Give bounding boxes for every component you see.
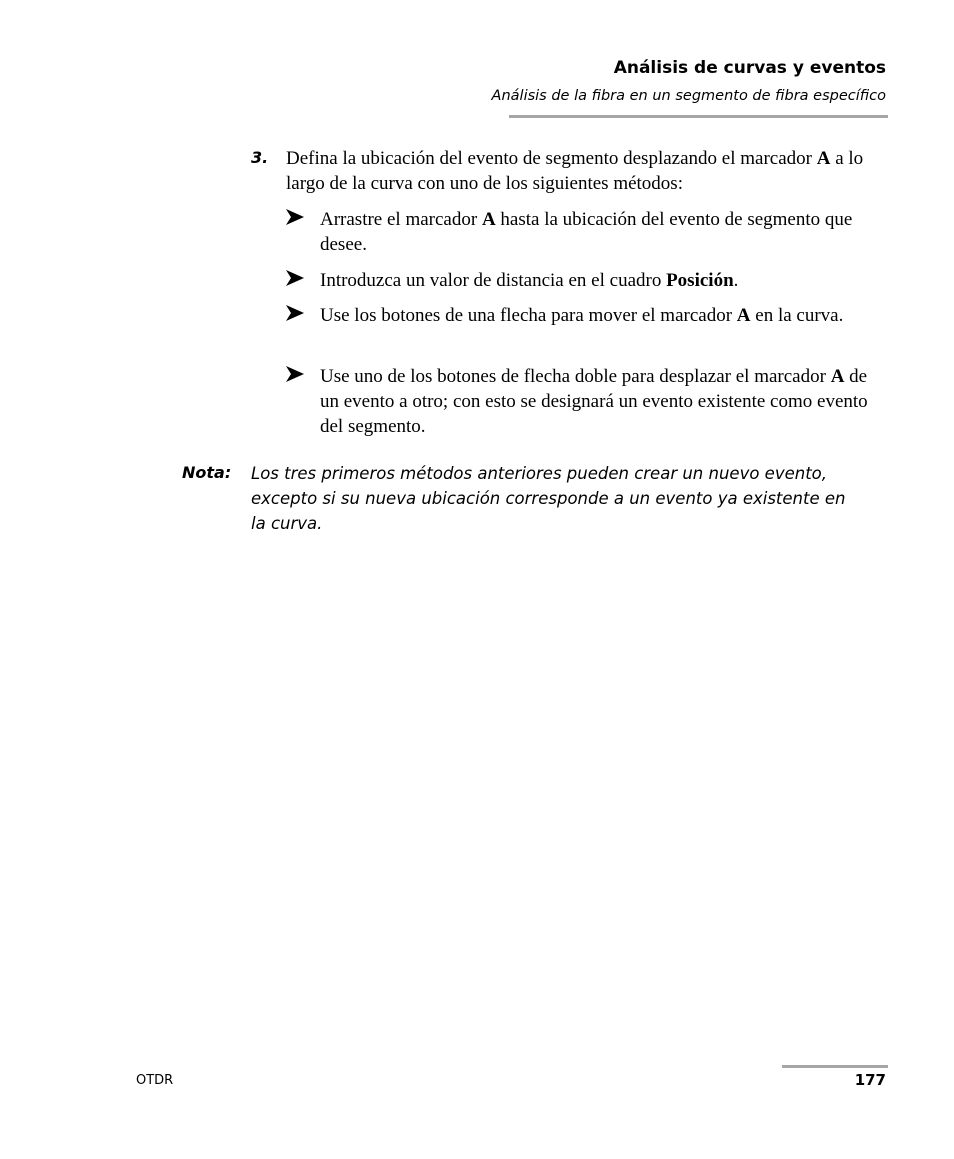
bullet-text: Use uno de los botones de flecha doble para desplazar el marcador A de un evento a otro; con esto se designará un evento existente como evento del segmento.	[320, 366, 868, 437]
marker-a-label: A	[816, 148, 831, 169]
bullet-item	[286, 303, 886, 328]
step-number: 3.	[251, 148, 269, 167]
note-text: Los tres primeros métodos anteriores pueden crear un nuevo evento, excepto si su nueva ubicación corresponde a un evento ya existente en la curva.	[251, 464, 846, 533]
bullet-item	[286, 364, 886, 439]
note-label: Nota:	[182, 463, 232, 482]
bullet-item	[286, 268, 886, 293]
arrowhead-bullet-icon	[286, 366, 304, 382]
bullet-text: Introduzca un valor de distancia en el cuadro Posición.	[320, 270, 739, 291]
step-text: Defina la ubicación del evento de segmento desplazando el marcador A a lo largo de la curva con uno de los siguientes métodos:	[286, 148, 864, 194]
arrowhead-bullet-icon	[286, 209, 304, 225]
bullet-text: Arrastre el marcador A hasta la ubicación del evento de segmento que desee.	[320, 209, 853, 255]
product-name: OTDR	[136, 1073, 174, 1088]
chapter-title: Análisis de curvas y eventos	[613, 58, 886, 78]
header-rule	[509, 115, 888, 118]
footer-rule	[782, 1065, 888, 1068]
arrowhead-bullet-icon	[286, 305, 304, 321]
bullet-item	[286, 207, 886, 257]
page-number: 177	[854, 1071, 886, 1089]
section-subtitle: Análisis de la fibra en un segmento de fibra específico	[491, 88, 886, 104]
arrowhead-bullet-icon	[286, 270, 304, 286]
bullet-text: Use los botones de una flecha para mover el marcador A en la curva.	[320, 305, 844, 326]
